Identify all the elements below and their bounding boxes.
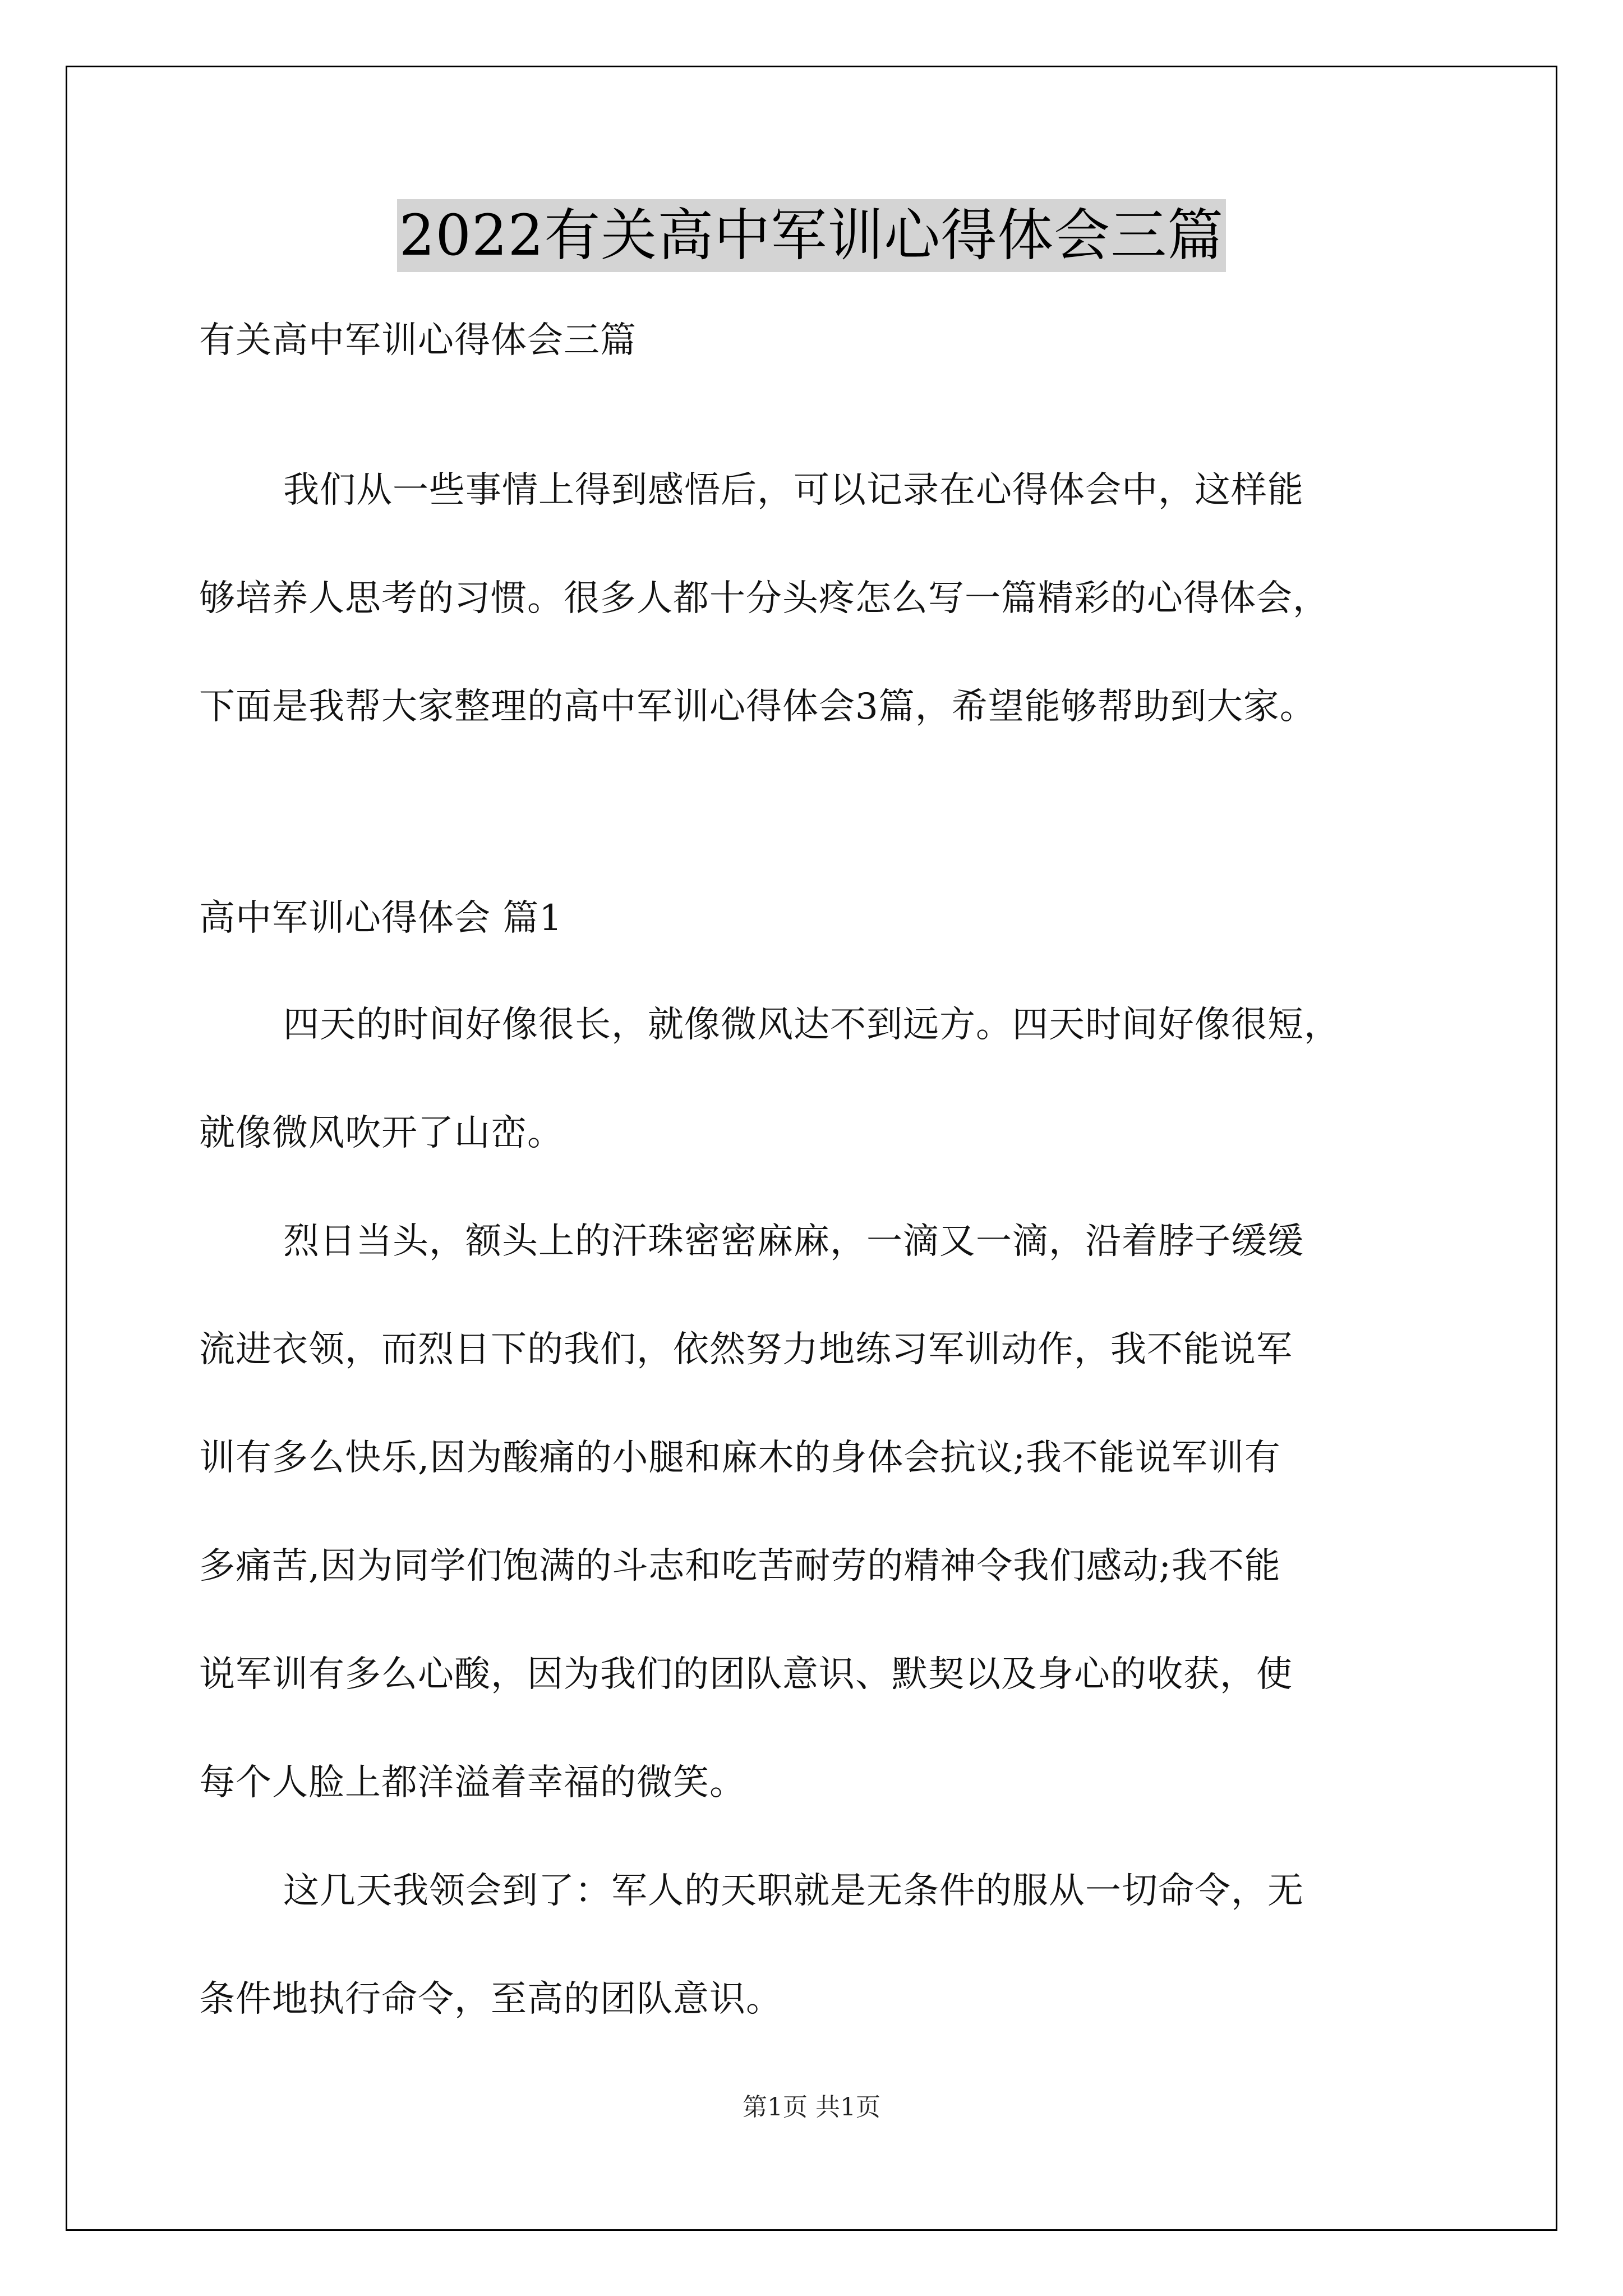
document-title: 2022有关高中军训心得体会三篇 [397, 199, 1227, 272]
para2-line-2: 流进衣领，而烈日下的我们，依然努力地练习军训动作，我不能说军 [199, 1329, 1293, 1370]
intro-line-2: 够培养人思考的习惯。很多人都十分头疼怎么写一篇精彩的心得体会， [199, 578, 1329, 619]
title-container [0, 199, 1623, 272]
intro-line-3: 下面是我帮大家整理的高中军训心得体会3篇，希望能够帮助到大家。 [199, 686, 1316, 728]
para2-line-3: 训有多么快乐,因为酸痛的小腿和麻木的身体会抗议;我不能说军训有 [199, 1437, 1281, 1479]
subtitle: 有关高中军训心得体会三篇 [199, 320, 637, 361]
para2-line-5: 说军训有多么心酸，因为我们的团队意识、默契以及身心的收获，使 [199, 1654, 1293, 1695]
intro-line-1: 我们从一些事情上得到感悟后，可以记录在心得体会中，这样能 [283, 470, 1304, 511]
section-heading: 高中军训心得体会 篇1 [199, 898, 563, 939]
para2-line-6: 每个人脸上都洋溢着幸福的微笑。 [199, 1762, 746, 1803]
para1-line-1: 四天的时间好像很长，就像微风达不到远方。四天时间好像很短， [283, 1004, 1340, 1046]
para2-line-1: 烈日当头，额头上的汗珠密密麻麻，一滴又一滴，沿着脖子缓缓 [283, 1221, 1304, 1262]
page-footer: 第1页 共1页 [743, 2093, 880, 2122]
para3-line-2: 条件地执行命令，至高的团队意识。 [199, 1978, 782, 2020]
para2-line-4: 多痛苦,因为同学们饱满的斗志和吃苦耐劳的精神令我们感动;我不能 [199, 1545, 1281, 1587]
para1-line-2: 就像微风吹开了山峦。 [199, 1112, 564, 1154]
para3-line-1: 这几天我领会到了：军人的天职就是无条件的服从一切命令，无 [283, 1870, 1304, 1912]
